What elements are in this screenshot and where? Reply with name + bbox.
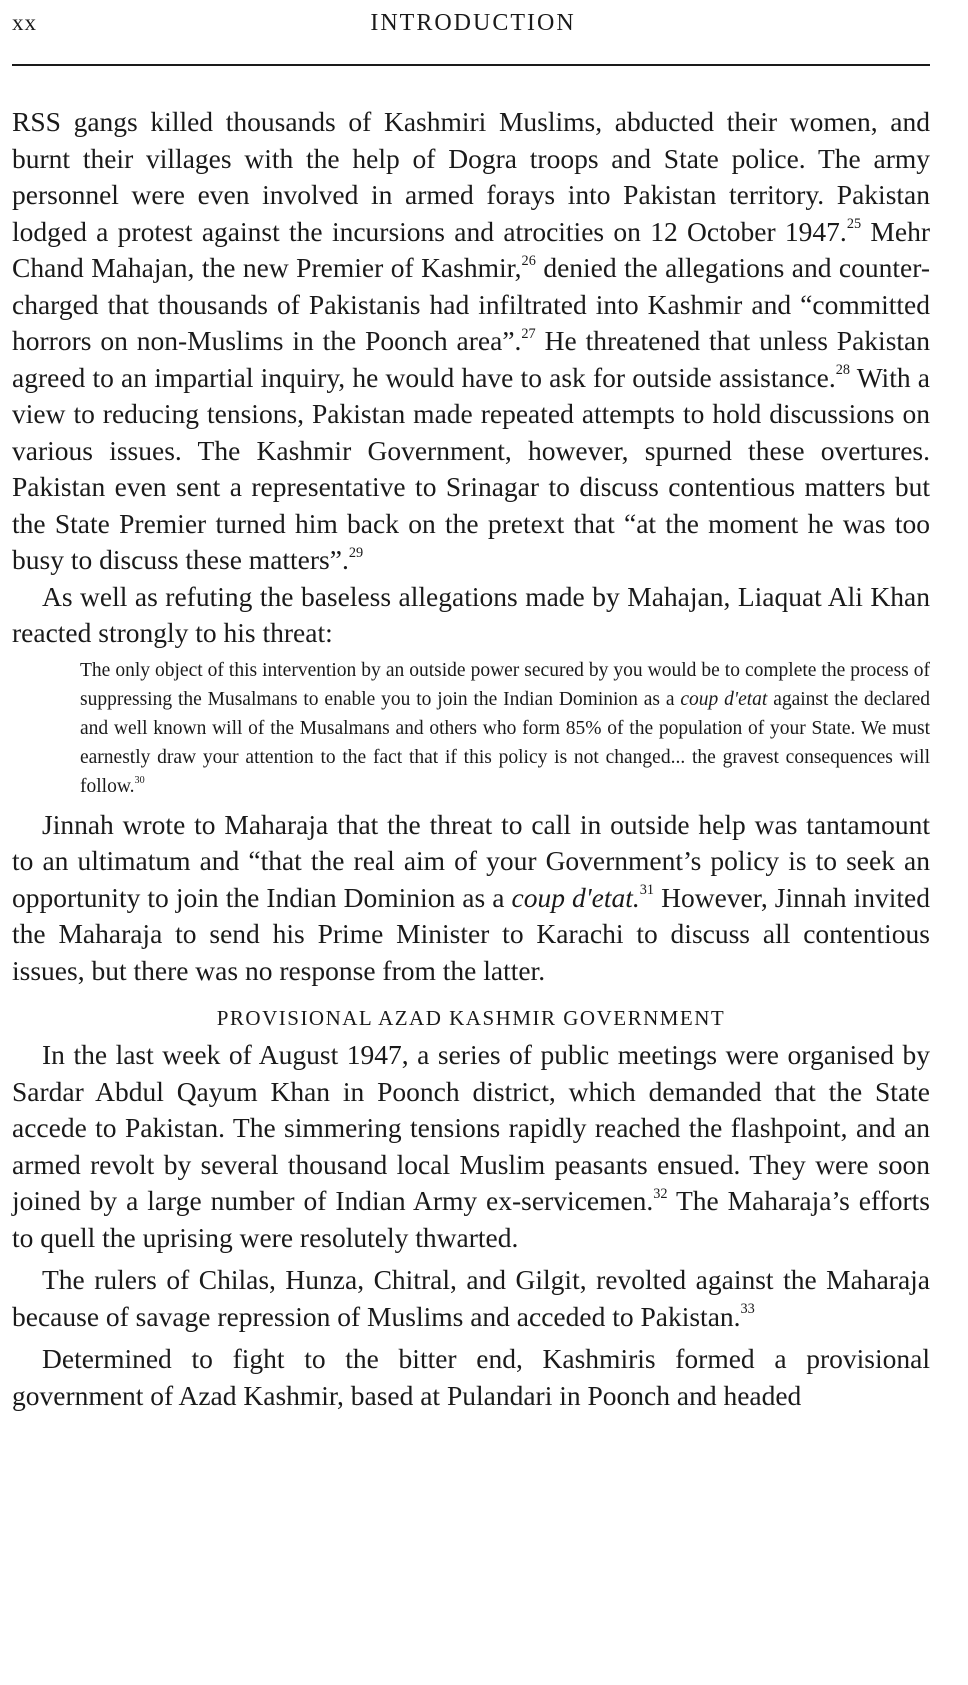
footnote-ref-25: 25 [846,216,862,233]
paragraph-6: Determined to fight to the bitter end, Kashmiris formed a provisional government of Azad Kashmir, based at Pulandari in Poonch and headed [12,1343,930,1411]
paragraph-1 [12,104,930,579]
page-body [12,104,930,1414]
text-run: In the last week of August 1947, a series of public meetings were organised by Sardar Abdul Qayum Khan in Poonch district, which demanded that the State accede to Pakistan. The simmering tensions rapidly reached the flashpoint, and an armed revolt by several thousand local Muslim peasants ensued. They were soon joined by a large number of Indian Army ex-servicemen. [12,1039,930,1216]
text-run: The rulers of Chilas, Hunza, Chitral, and Gilgit, revolted against the Maharaja because of savage repression of Muslims and acceded to Pakistan. [12,1264,930,1332]
paragraph-3 [12,807,930,990]
footnote-ref-31: 31 [639,882,655,899]
footnote-ref-29: 29 [348,544,364,561]
footnote-ref-33: 33 [740,1301,755,1318]
page-header [12,8,934,58]
page-number: xx [12,10,37,35]
text-run: RSS gangs killed thousands of Kashmiri Muslims, abducted their women, and burnt their villages with the help of Dogra troops and State police. The army personnel were even involved in armed forays into Pakistan territory. Pakistan lodged a protest against the incursions and atrocities on 12 October 1947. [12,106,930,247]
footnote-ref-32: 32 [653,1185,668,1202]
footnote-ref-27: 27 [521,325,536,342]
header-rule [12,64,930,66]
paragraph-4 [12,1037,930,1256]
text-run: Mehr Chand Mahajan, the new Premier of Kashmir, [12,215,930,283]
block-quote [80,656,930,801]
paragraph-5 [12,1262,930,1335]
footnote-ref-26: 26 [521,252,536,269]
italic-phrase: coup d'etat. [511,881,640,913]
text-run: However, Jinnah invited the Maharaja to send his Prime Minister to Karachi to discuss all contentious issues, but there was no response from the latter. [12,881,930,986]
footnote-ref-28: 28 [835,362,850,379]
text-run: against the declared and well known will of the Musalmans and others who form 85% of the population of your State. We must earnestly draw your attention to the fact that if this policy is not changed... the gravest consequences will follow. [80,688,931,797]
text-run: The Maharaja’s efforts to quell the uprising were resolutely thwarted. [12,1185,930,1253]
text-run: He threatened that unless Pakistan agreed to an impartial inquiry, he would have to ask for outside assistance. [12,325,930,393]
text-run: Jinnah wrote to Maharaja that the threat to call in outside help was tantamount to an ultimatum and “that the real aim of your Government’s policy is to seek an opportunity to join the Indian Dominion as a [12,808,930,913]
paragraph-2: As well as refuting the baseless allegations made by Mahajan, Liaquat Ali Khan reacted strongly to his threat: [12,580,930,648]
text-run: denied the allegations and counter-charged that thousands of Pakistanis had infiltrated into Kashmir and “committed horrors on non-Muslims in the Poonch area”. [12,252,930,356]
italic-phrase: coup d'etat [680,688,768,710]
text-run: The only object of this intervention by an outside power secured by you would be to complete the process of suppressing the Musalmans to enable you to join the Indian Dominion as a [80,659,930,710]
section-subheading: PROVISIONAL AZAD KASHMIR GOVERNMENT [216,1006,726,1030]
text-run: With a view to reducing tensions, Pakistan made repeated attempts to hold discussions on various issues. The Kashmir Government, however, spurned these overtures. Pakistan even sent a representative to Srinagar to discuss contentious matters but the State Premier turned him back on the pretext that “at the moment he was too busy to discuss these matters”. [12,361,930,575]
footnote-ref-30: 30 [134,774,145,786]
running-head: INTRODUCTION [370,10,576,36]
